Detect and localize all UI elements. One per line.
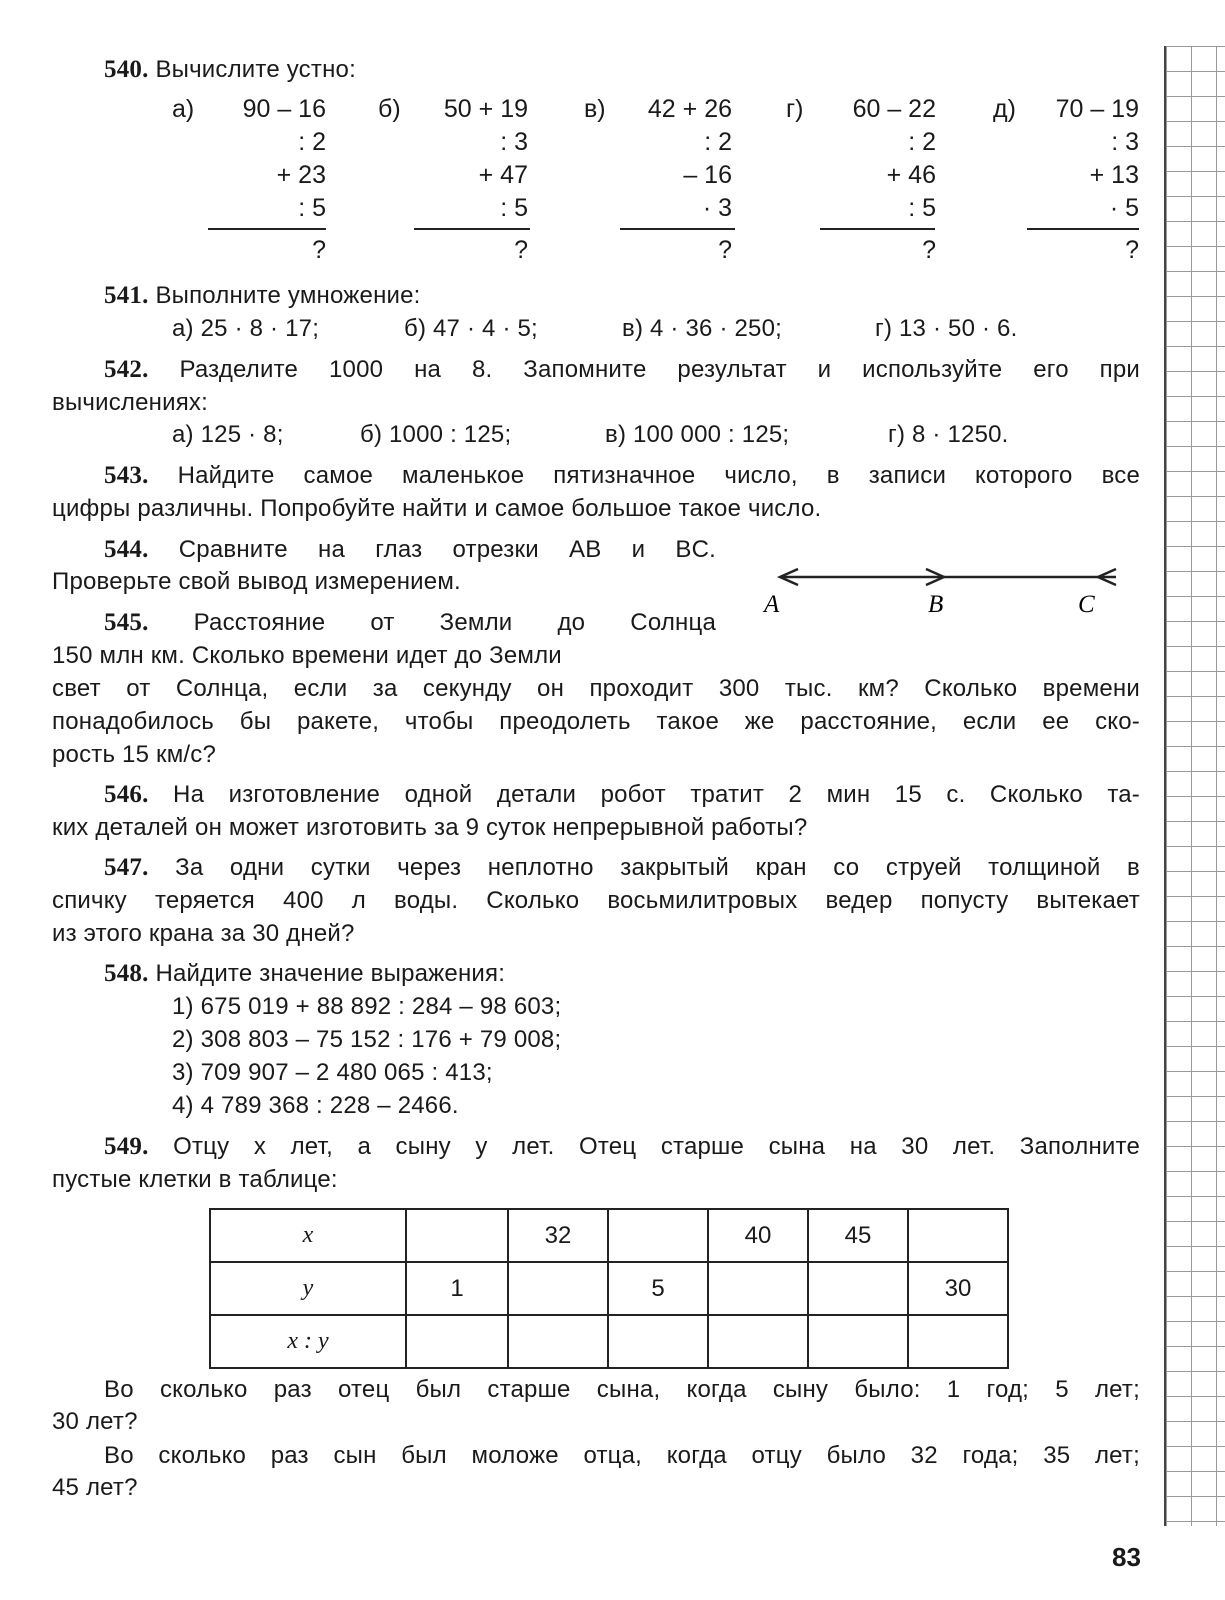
point-c-label: C — [1078, 591, 1095, 618]
column-step: – 16 — [683, 161, 732, 189]
grid-margin — [1166, 46, 1225, 1526]
table-row-header: y — [210, 1262, 406, 1315]
problem-545-line4: понадобилось бы ракете, чтобы преодолеть такое же расстояние, если ее ско- — [52, 708, 1140, 735]
table-cell — [708, 1315, 808, 1368]
problem-text: На изготовление одной детали робот тратит 2 мин 15 с. Сколько та- — [173, 781, 1141, 808]
segments-figure — [764, 560, 1140, 630]
problem-549-q2-line1: Во сколько раз сын был моложе отца, когда отцу было 32 года; 35 лет; — [104, 1442, 1140, 1469]
problem-542-item-a: а) 125 · 8; — [172, 421, 284, 448]
result-line — [620, 228, 735, 230]
problem-number: 544. — [104, 536, 149, 563]
table-row — [210, 1315, 1008, 1368]
table-cell — [608, 1209, 708, 1262]
problem-title: Вычислите устно: — [155, 56, 356, 83]
column-step: : 2 — [298, 128, 326, 156]
problem-number: 540. — [104, 56, 149, 83]
column-label: д) — [993, 95, 1016, 123]
table-cell: 32 — [508, 1209, 608, 1262]
column-step: : 3 — [1111, 128, 1139, 156]
table-row-header: x : y — [210, 1315, 406, 1368]
problem-549-line1 — [104, 1131, 1140, 1162]
column-step: · 5 — [1109, 194, 1139, 222]
problem-text: Найдите самое маленькое пятизначное число, в записи которого все — [177, 462, 1140, 489]
column-label: а) — [172, 95, 195, 123]
point-b-label: B — [928, 591, 944, 618]
page-number: 83 — [1112, 1542, 1141, 1572]
table-cell — [808, 1262, 908, 1315]
table-row — [210, 1262, 1008, 1315]
column-step: 42 + 26 — [647, 95, 732, 123]
age-table — [209, 1208, 1009, 1369]
column-result: ? — [312, 236, 326, 264]
problem-541-item-g: г) 13 · 50 · 6. — [875, 315, 1018, 342]
column-step: : 2 — [908, 128, 936, 156]
problem-text: Сравните на глаз отрезки AB и BC. — [178, 536, 716, 563]
table-row-header: x — [210, 1209, 406, 1262]
column-label: б) — [378, 95, 401, 123]
problem-542-item-b: б) 1000 : 125; — [360, 421, 512, 448]
column-step: : 2 — [704, 128, 732, 156]
table-cell: 30 — [908, 1262, 1008, 1315]
column-step: + 23 — [276, 161, 326, 189]
problem-548-item-4: 4) 4 789 368 : 228 – 2466. — [172, 1092, 459, 1119]
problem-545-line2: 150 млн км. Сколько времени идет до Земли — [52, 642, 562, 669]
problem-542-item-g: г) 8 · 1250. — [888, 421, 1009, 448]
table-cell — [508, 1315, 608, 1368]
problem-548-heading — [104, 958, 505, 989]
table-cell: 1 — [406, 1262, 508, 1315]
problem-549-q1-line1: Во сколько раз отец был старше сына, когда сыну было: 1 год; 5 лет; — [104, 1376, 1140, 1403]
problem-549-line2: пустые клетки в таблице: — [52, 1166, 338, 1193]
column-result: ? — [922, 236, 936, 264]
problem-540-heading — [104, 54, 356, 85]
column-result: ? — [1125, 236, 1139, 264]
result-line — [414, 228, 530, 230]
problem-545-line1 — [104, 607, 716, 638]
table-cell: 45 — [808, 1209, 908, 1262]
column-label: в) — [584, 95, 606, 123]
table-cell: 5 — [608, 1262, 708, 1315]
problem-541-item-v: в) 4 · 36 · 250; — [622, 315, 783, 342]
problem-545-line3: свет от Солнца, если за секунду он проходит 300 тыс. км? Сколько времени — [52, 675, 1140, 702]
table-cell — [406, 1209, 508, 1262]
column-step: 70 – 19 — [1055, 95, 1139, 123]
problem-541-item-a: а) 25 · 8 · 17; — [172, 315, 320, 342]
problem-542-item-v: в) 100 000 : 125; — [605, 421, 790, 448]
problem-number: 547. — [104, 854, 149, 881]
column-step: · 3 — [702, 194, 732, 222]
table-cell: 40 — [708, 1209, 808, 1262]
problem-number: 543. — [104, 462, 149, 489]
problem-543-line2: цифры различны. Попробуйте найти и самое большое такое число. — [52, 495, 822, 522]
problem-number: 542. — [104, 356, 149, 383]
problem-text: Разделите 1000 на 8. Запомните результат и используйте его при — [179, 356, 1140, 383]
table-cell — [508, 1262, 608, 1315]
result-line — [208, 228, 326, 230]
column-step: 60 – 22 — [852, 95, 936, 123]
table-row — [210, 1209, 1008, 1262]
problem-number: 545. — [104, 609, 149, 636]
problem-543-line1 — [104, 460, 1140, 491]
problem-544-line1 — [104, 534, 716, 565]
column-step: 90 – 16 — [242, 95, 326, 123]
column-step: 50 + 19 — [443, 95, 528, 123]
column-step: + 47 — [478, 161, 528, 189]
table-cell — [406, 1315, 508, 1368]
problem-548-item-2: 2) 308 803 – 75 152 : 176 + 79 008; — [172, 1026, 562, 1053]
problem-542-line2: вычислениях: — [52, 389, 208, 416]
problem-number: 549. — [104, 1133, 149, 1160]
column-step: : 3 — [500, 128, 528, 156]
column-step: : 5 — [298, 194, 326, 222]
problem-548-item-3: 3) 709 907 – 2 480 065 : 413; — [172, 1059, 493, 1086]
problem-541-item-b: б) 47 · 4 · 5; — [404, 315, 538, 342]
problem-546-line1 — [104, 779, 1140, 810]
problem-542-line1 — [104, 354, 1140, 385]
table-cell — [808, 1315, 908, 1368]
problem-547-line3: из этого крана за 30 дней? — [52, 920, 355, 947]
point-a-label: A — [764, 591, 780, 618]
table-cell — [708, 1262, 808, 1315]
column-step: + 46 — [886, 161, 936, 189]
problem-text: За одни сутки через неплотно закрытый кран со струей толщиной в — [175, 854, 1140, 881]
problem-text: Отцу x лет, а сыну y лет. Отец старше сына на 30 лет. Заполните — [173, 1133, 1140, 1160]
problem-number: 541. — [104, 282, 149, 309]
problem-549-q1-line2: 30 лет? — [52, 1408, 138, 1435]
result-line — [1027, 228, 1139, 230]
problem-547-line1 — [104, 852, 1140, 883]
result-line — [820, 228, 935, 230]
problem-text: Расстояние от Земли до Солнца — [193, 609, 716, 636]
column-step: : 5 — [500, 194, 528, 222]
problem-549-q2-line2: 45 лет? — [52, 1474, 138, 1501]
column-label: г) — [786, 95, 804, 123]
problem-544-line2: Проверьте свой вывод измерением. — [52, 568, 461, 595]
problem-546-line2: ких деталей он может изготовить за 9 суток непрерывной работы? — [52, 814, 808, 841]
problem-number: 546. — [104, 781, 149, 808]
table-cell — [908, 1209, 1008, 1262]
table-cell — [908, 1315, 1008, 1368]
column-result: ? — [718, 236, 732, 264]
column-result: ? — [514, 236, 528, 264]
table-cell — [608, 1315, 708, 1368]
column-step: + 13 — [1089, 161, 1139, 189]
problem-title: Выполните умножение: — [155, 282, 421, 309]
problem-title: Найдите значение выражения: — [155, 960, 506, 987]
problem-541-heading — [104, 280, 421, 311]
problem-545-line5: рость 15 км/с? — [52, 741, 217, 768]
problem-547-line2: спичку теряется 400 л воды. Сколько восьмилитровых ведер попусту вытекает — [52, 887, 1140, 914]
column-step: : 5 — [908, 194, 936, 222]
problem-548-item-1: 1) 675 019 + 88 892 : 284 – 98 603; — [172, 993, 562, 1020]
problem-number: 548. — [104, 960, 149, 987]
